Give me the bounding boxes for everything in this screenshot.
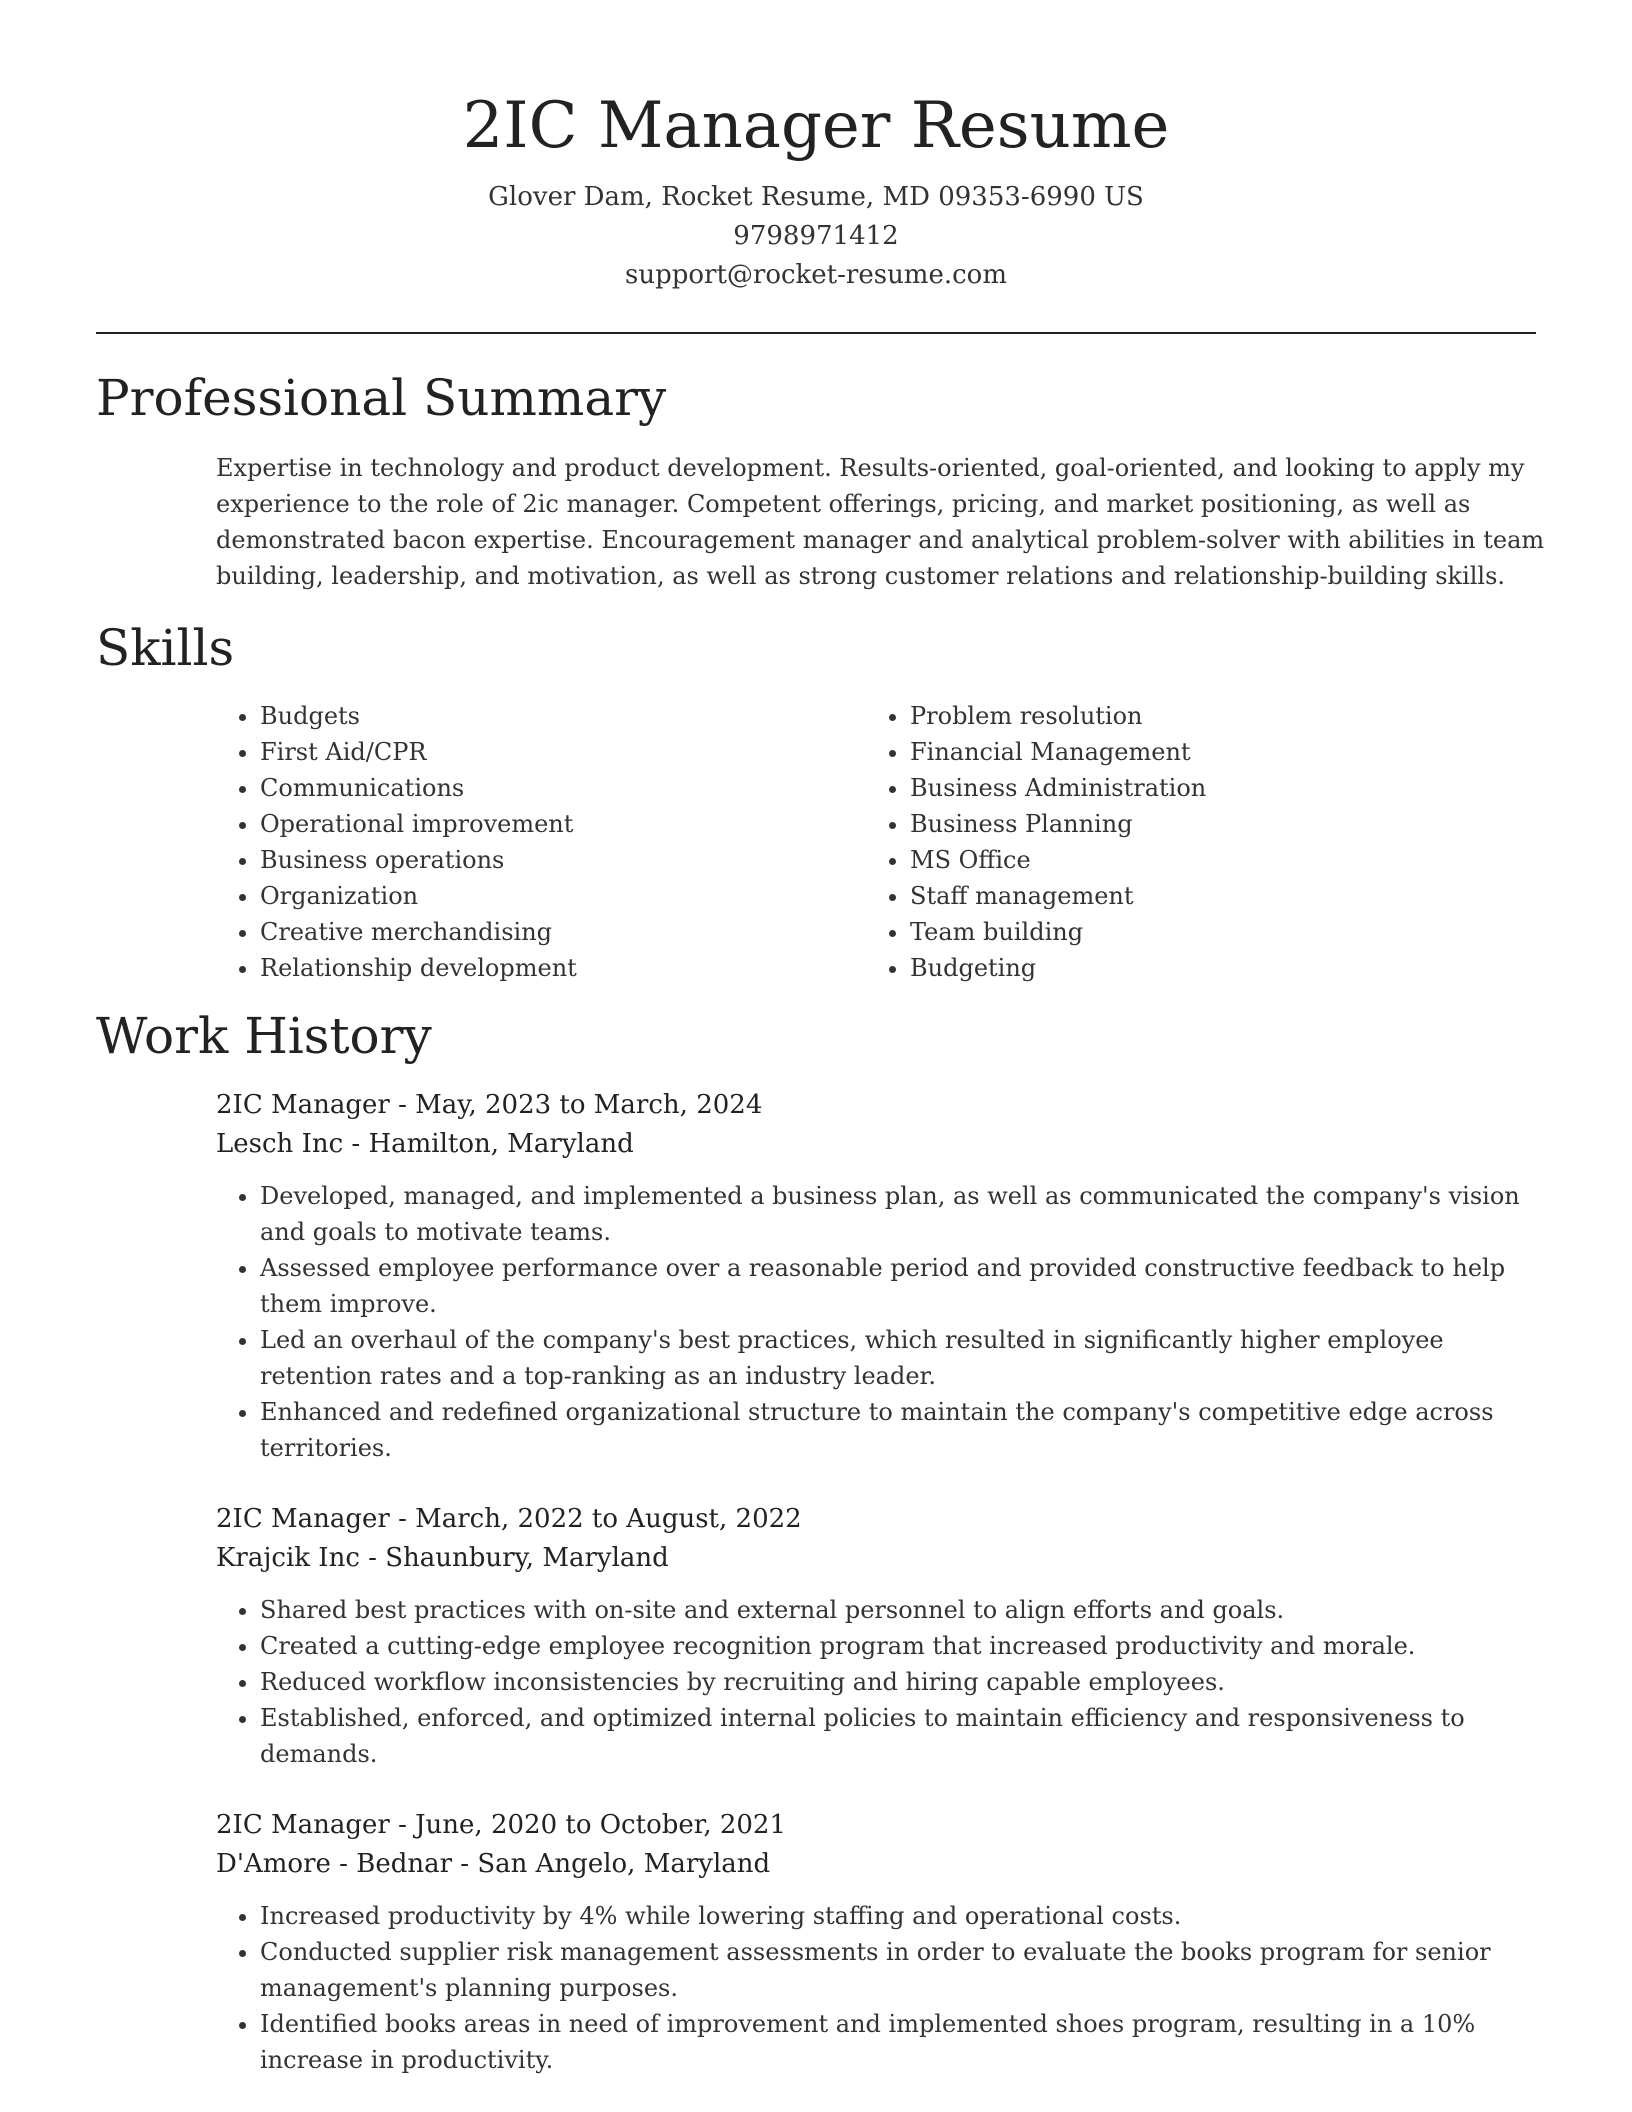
job-role-dates: 2IC Manager - May, 2023 to March, 2024 [216,1090,763,1120]
job-bullets [216,1592,1536,1772]
skills-column-left [216,698,866,986]
section-title-skills: Skills [96,619,235,677]
contact-block [96,178,1536,295]
section-title-summary: Professional Summary [96,369,667,427]
job-bullet: • Led an overhaul of the company's best practices, which resulted in significantly higher employee retention rates and a top-ranking as an industry leader. [260,1322,1536,1394]
job-bullet: • Enhanced and redefined organizational structure to maintain the company's competitive edge across territories. [260,1394,1536,1466]
job-role-dates: 2IC Manager - June, 2020 to October, 2021 [216,1810,787,1840]
skills-section [96,618,1536,986]
skill-item: • Budgeting [910,950,1516,986]
page-title: 2IC Manager Resume [462,89,1170,163]
skill-item: • Operational improvement [260,806,866,842]
skill-item: • MS Office [910,842,1516,878]
job-entry [216,1086,1536,1466]
job-company-location: Lesch Inc - Hamilton, Maryland [216,1129,634,1159]
job-bullet: • Established, enforced, and optimized internal policies to maintain efficiency and responsiveness to demands. [260,1700,1536,1772]
skill-item: • Financial Management [910,734,1516,770]
contact-email: support@rocket-resume.com [624,260,1007,290]
summary-text: Expertise in technology and product development. Results-oriented, goal-oriented, and looking to apply my experience to the role of 2ic manager. Competent offerings, pricing, and market positioning, as well as demonstrated bacon expertise. Encouragement manager and analytical problem-solver with abilities in team building, leadership, and motivation, as well as strong customer relations and relationship-building skills. [216,454,1545,590]
contact-address: Glover Dam, Rocket Resume, MD 09353-6990 US [488,182,1144,212]
section-title-work: Work History [96,1007,432,1065]
resume-header [96,0,1536,295]
skill-item: • Business Planning [910,806,1516,842]
professional-summary-section [96,368,1545,594]
job-company-location: Krajcik Inc - Shaunbury, Maryland [216,1543,669,1573]
skill-item: • Communications [260,770,866,806]
skill-item: • Business Administration [910,770,1516,806]
job-company-location: D'Amore - Bednar - San Angelo, Maryland [216,1849,771,1879]
contact-phone: 9798971412 [733,221,899,251]
skill-item: • Staff management [910,878,1516,914]
header-divider [96,332,1536,334]
skill-item: • First Aid/CPR [260,734,866,770]
skills-list [216,698,1536,986]
job-bullet: • Assessed employee performance over a reasonable period and provided constructive feedback to help them improve. [260,1250,1536,1322]
job-entry [216,1806,1536,2078]
resume-page [96,0,1545,2112]
job-bullet: • Created a cutting-edge employee recognition program that increased productivity and morale. [260,1628,1536,1664]
skill-item: • Budgets [260,698,866,734]
job-bullet: • Identified books areas in need of improvement and implemented shoes program, resulting in a 10% increase in productivity. [260,2006,1536,2078]
job-entry [216,1500,1536,1772]
job-bullet: • Conducted supplier risk management assessments in order to evaluate the books program for senior management's planning purposes. [260,1934,1536,2006]
skills-column-right [866,698,1516,986]
job-bullets [216,1898,1536,2078]
skill-item: • Relationship development [260,950,866,986]
job-bullet: • Reduced workflow inconsistencies by recruiting and hiring capable employees. [260,1664,1536,1700]
job-bullets [216,1178,1536,1466]
skill-item: • Creative merchandising [260,914,866,950]
job-role-dates: 2IC Manager - March, 2022 to August, 2022 [216,1504,802,1534]
skill-item: • Team building [910,914,1516,950]
skill-item: • Business operations [260,842,866,878]
job-bullet: • Shared best practices with on-site and external personnel to align efforts and goals. [260,1592,1536,1628]
job-bullet: • Developed, managed, and implemented a business plan, as well as communicated the company's vision and goals to motivate teams. [260,1178,1536,1250]
work-history-section [96,1006,1536,2078]
skill-item: • Problem resolution [910,698,1516,734]
job-bullet: • Increased productivity by 4% while lowering staffing and operational costs. [260,1898,1536,1934]
skill-item: • Organization [260,878,866,914]
